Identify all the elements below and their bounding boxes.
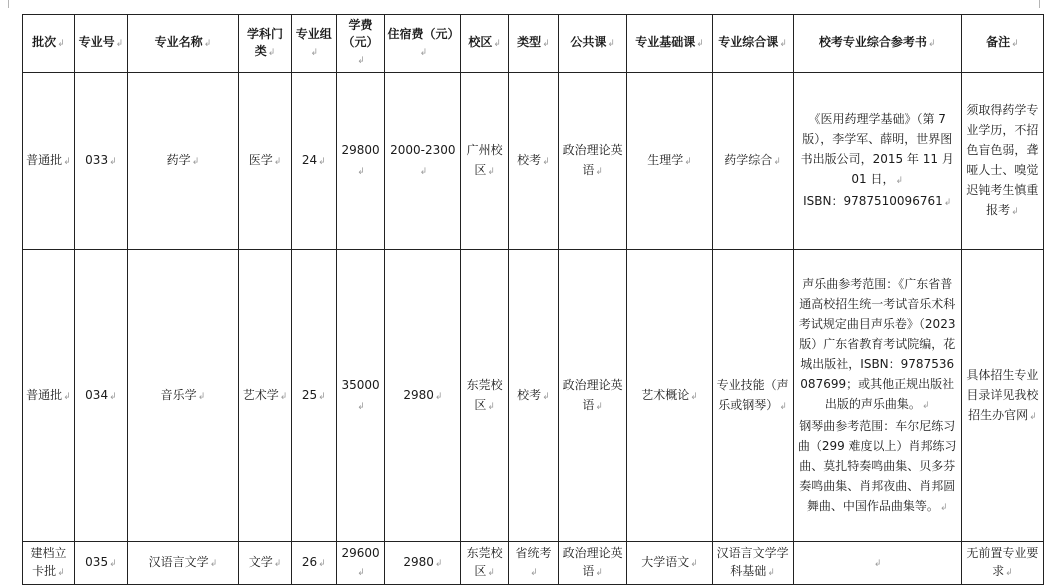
table-header-row [23,15,1044,73]
cell-public-course: 政治理论英语 ↲ [558,542,627,585]
cell-tuition: 29600 ↲ [336,542,385,585]
table-row [23,250,1044,542]
cell-reference-books [793,542,961,585]
header-group: 专业组 ↲ [291,15,336,73]
header-major-code: 专业号 ↲ [74,15,127,73]
cell-group: 26 ↲ [291,542,336,585]
cell-tuition: 35000 ↲ [336,250,385,542]
cell-batch: 普通批 ↲ [23,250,75,542]
cell-major-code: 033 ↲ [74,73,127,250]
cell-notes: 无前置专业要求 ↲ [961,542,1043,585]
cell-campus: 东莞校区 ↲ [461,250,509,542]
cell-dorm-fee: 2980 ↲ [385,250,461,542]
cell-basic-course: 大学语文 ↲ [627,542,712,585]
cell-comprehensive-course: 专业技能（声乐或钢琴） ↲ [712,250,793,542]
cell-group: 25 ↲ [291,250,336,542]
cell-batch: 普通批 ↲ [23,73,75,250]
margin-corner-mark-left [8,0,9,8]
header-campus: 校区 ↲ [461,15,509,73]
margin-corner-mark-right [1039,0,1040,8]
cell-major-name: 音乐学 ↲ [127,250,238,542]
cell-tuition: 29800 ↲ [336,73,385,250]
cell-comprehensive-course: 汉语言文学学科基础 ↲ [712,542,793,585]
cell-dorm-fee: 2000-2300 ↲ [385,73,461,250]
header-public-course: 公共课 ↲ [558,15,627,73]
cell-discipline: 艺术学 ↲ [239,250,292,542]
cell-major-name: 汉语言文学 ↲ [127,542,238,585]
cell-type: 校考 ↲ [509,250,559,542]
cell-reference-books [793,250,961,542]
reference-paragraph: ISBN：9787510096761 ↲ [797,191,958,213]
header-notes: 备注 ↲ [961,15,1043,73]
cell-discipline: 文学 ↲ [239,542,292,585]
cell-type: 省统考 ↲ [509,542,559,585]
cell-notes: 须取得药学专业学历，不招色盲色弱，聋哑人士、嗅觉迟钝考生慎重报考 ↲ [961,73,1043,250]
reference-paragraph: 声乐曲参考范围：《广东省普通高校招生统一考试音乐术科考试规定曲目声乐卷》（2023 版）广东省教育考试院编，花城出版社，ISBN：9787536087699；或其他正规出版社出版的声乐曲集。 ↲ [797,274,958,416]
cell-comprehensive-course: 药学综合 ↲ [712,73,793,250]
header-type: 类型 ↲ [509,15,559,73]
reference-paragraph: 钢琴曲参考范围：车尔尼练习曲（299 难度以上）肖邦练习曲、莫扎特奏鸣曲集、贝多芬奏鸣曲集、肖邦夜曲、肖邦圆舞曲、中国作品曲集等。 ↲ [797,416,958,518]
cell-type: 校考 ↲ [509,73,559,250]
table-row [23,542,1044,585]
header-batch: 批次 ↲ [23,15,75,73]
header-dorm-fee: 住宿费（元） ↲ [385,15,461,73]
table-row [23,73,1044,250]
cell-batch: 建档立卡批 ↲ [23,542,75,585]
header-major-name: 专业名称 ↲ [127,15,238,73]
cell-campus: 广州校区 ↲ [461,73,509,250]
cell-dorm-fee: 2980 ↲ [385,542,461,585]
header-basic-course: 专业基础课 ↲ [627,15,712,73]
cell-reference-books [793,73,961,250]
cell-public-course: 政治理论英语 ↲ [558,250,627,542]
reference-paragraph: 《医用药理学基础》（第 7 版），李学军、薛明，世界图书出版公司，2015 年 11 月 01 日， ↲ [797,109,958,191]
cell-major-name: 药学 ↲ [127,73,238,250]
cell-major-code: 035 ↲ [74,542,127,585]
cell-major-code: 034 ↲ [74,250,127,542]
header-tuition: 学费（元） ↲ [336,15,385,73]
cell-campus: 东莞校区 ↲ [461,542,509,585]
cell-discipline: 医学 ↲ [239,73,292,250]
header-comprehensive-course: 专业综合课 ↲ [712,15,793,73]
cell-public-course: 政治理论英语 ↲ [558,73,627,250]
reference-paragraph [797,553,958,573]
cell-basic-course: 生理学 ↲ [627,73,712,250]
cell-basic-course: 艺术概论 ↲ [627,250,712,542]
header-discipline: 学科门类 ↲ [239,15,292,73]
cell-group: 24 ↲ [291,73,336,250]
admission-table [22,14,1044,585]
cell-notes: 具体招生专业目录详见我校招生办官网 ↲ [961,250,1043,542]
header-reference-books: 校考专业综合参考书 ↲ [793,15,961,73]
